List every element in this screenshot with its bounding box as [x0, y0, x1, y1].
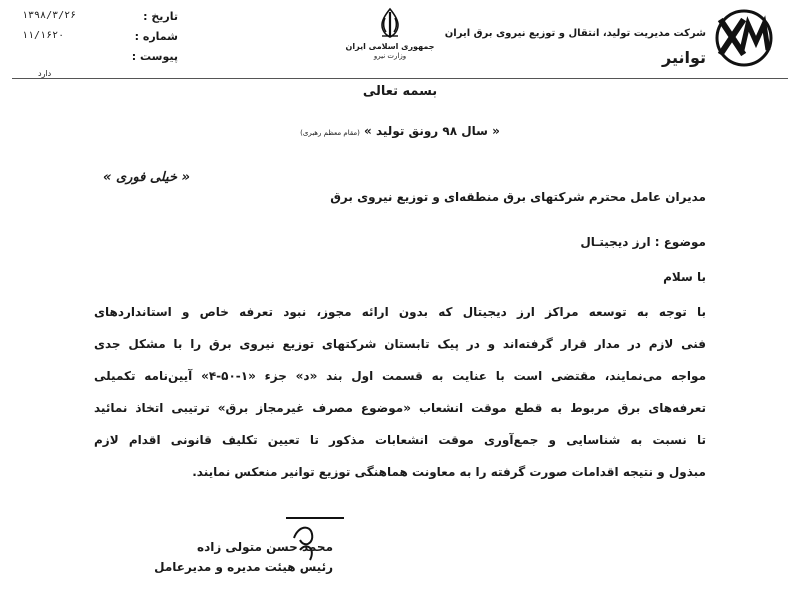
attachment-note: دارد [38, 69, 52, 78]
emblem-subtext: وزارت نیرو [373, 52, 407, 60]
body-line-2: فنی لازم در مدار قرار گرفته‌اند و در پیک تابستان شرکتهای توزیع نیروی برق را با مشکل جدی [94, 337, 706, 351]
emblem-text: جمهوری اسلامی ایران [345, 42, 435, 51]
number-row [18, 30, 178, 48]
body-line-4: تعرفه‌های برق مربوط به قطع موقت انشعاب «موضوع مصرف غیرمجاز برق» ترتیبی اتخاذ نمائید [94, 401, 706, 415]
signatory-name: محمد حسن متولی زاده [196, 540, 333, 554]
body-line-1: با توجه به توسعه مراکز ارز دیجیتال که بدون ارائه مجوز، نبود تعرفه خاص و استانداردهای [94, 305, 706, 319]
number-value: ۱۱/۱۶۲۰ [22, 30, 65, 41]
attachment-row [18, 50, 178, 68]
body-line-5: تا نسبت به شناسایی و جمع‌آوری موقت انشعابات مذکور تا تعیین تکلیف قانونی اقدام لازم [94, 433, 706, 447]
attachment-label: پیوست : [131, 50, 178, 63]
slogan-note: (مقام معظم رهبری) [300, 129, 360, 137]
signatory-title: رئیس هیئت مدیره و مدیرعامل [154, 560, 333, 574]
greeting: با سلام [663, 270, 706, 284]
date-label: تاریخ : [143, 10, 178, 23]
handwritten-signature [226, 504, 346, 564]
body-line-3: مواجه می‌نمایند، مقتضی است با عنایت به قسمت اول بند «د» جزء «۱-۵۰-۴» آیین‌نامه تکمیلی [94, 369, 706, 383]
number-label: شماره : [134, 30, 178, 43]
company-logo-block [444, 8, 776, 70]
recipient: مدیران عامل محترم شرکتهای برق منطقه‌ای و توزیع نیروی برق [330, 190, 706, 204]
company-full-name: شرکت مدیریت تولید، انتقال و توزیع نیروی برق ایران [444, 28, 706, 39]
year-slogan [0, 124, 800, 138]
national-emblem-block [330, 6, 450, 72]
date-value: ۱۳۹۸/۳/۲۶ [22, 10, 77, 21]
company-short-name: توانیر [661, 48, 706, 67]
subject: موضوع : ارز دیجیتـال [580, 235, 706, 249]
letter-meta [18, 10, 178, 80]
body-line-6: مبذول و نتیجه اقدامات صورت گرفته را به معاونت هماهنگی توزیع توانیر منعکس نمایند. [192, 465, 706, 479]
slogan-text: « سال ۹۸ رونق تولید » [364, 124, 500, 138]
date-row [18, 10, 178, 28]
urgency-label: « خیلی فوری » [103, 170, 190, 185]
header-divider [12, 78, 788, 79]
invocation: بسمه تعالی [362, 84, 438, 99]
tavanir-logo-icon [712, 8, 776, 68]
iran-emblem-icon [373, 6, 407, 40]
